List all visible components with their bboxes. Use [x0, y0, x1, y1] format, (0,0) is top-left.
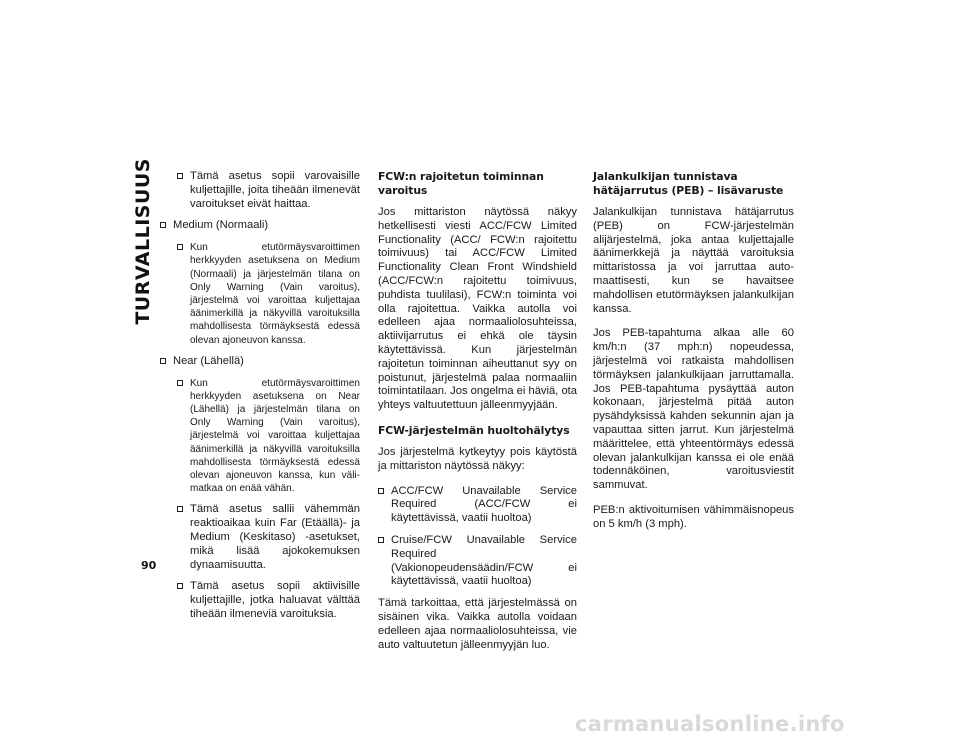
column-right — [593, 170, 794, 543]
list-item: ACC/FCW Unavailable Service Required (ACC/FCW ei käytettävissä, vaatii huoltoa) — [378, 485, 577, 526]
section-heading: FCW-järjestelmän huoltohälytys — [378, 423, 570, 437]
list-item: Tämä asetus sallii vähemmän reaktioaikaa kuin Far (Etäällä)- ja Medium (Keskitaso) -asetukset, mikä lisää ajokokemuksen dynaamisuutta. — [177, 503, 360, 572]
list-item: Kun etutörmäysvaroittimen herkkyyden asetuksena on Medium (Normaali) ja järjestelmän tilana on Only Warning (Vain varoitus), järjestelmä voi varoittaa kuljettajaa äänimerkillä ja näkyvillä varoituksilla mahdollisesta törmäyksestä edessä olevan ajoneuvon kanssa. — [177, 241, 360, 347]
list-item: Kun etutörmäysvaroittimen herkkyyden asetuksena on Near (Lähellä) ja järjestelmän tilana on Only Warning (Vain varoitus), järjestelmä voi varoittaa kuljettajaa äänimerkillä ja näkyvillä varoituksilla mahdollisesta törmäyksestä edessä olevan ajoneuvon kanssa, kun välimatkaa on enää vähän. — [177, 377, 360, 496]
watermark-text: carmanualsonline.info — [575, 712, 845, 736]
paragraph: Jos järjestelmä kytkeytyy pois käytöstä ja mittariston näytössä näkyy: — [378, 445, 577, 472]
section-heading: Jalankulkijan tunnistava hätäjarrutus (PEB) – lisävaruste — [593, 170, 784, 197]
paragraph: Jos PEB-tapahtuma alkaa alle 60 km/h:n (37 mph:n) nopeudessa, järjestelmä voi ratkaista mahdollisen törmäyksen jalankulkijaan jarruttamalla. Jos PEB-tapahtuma pysäyttää auton kokonaan, järjestelmä pitää auton pysähdyksissä kahden sekunnin ajan ja vapauttaa sitten jarrut. Kun järjestelmä määrittelee, että yhteentörmäys edessä olevan jalankulkijan kanssa ei ole enää todennäköinen, varoitusviestit sammuvat. — [593, 327, 794, 492]
column-left — [160, 170, 360, 630]
page-number: 90 — [141, 559, 157, 572]
checkbox-bullet-icon — [177, 380, 183, 386]
checkbox-bullet-icon — [160, 358, 166, 364]
checkbox-bullet-icon — [177, 244, 183, 250]
paragraph: PEB:n aktivoitumisen vähimmäisnopeus on 5 km/h (3 mph). — [593, 503, 794, 530]
paragraph: Jos mittariston näytössä näkyy hetkellisesti viesti ACC/FCW Limited Functionality (ACC/ FCW:n rajoitettu toimivuus) tai ACC/FCW Limited Functionality Clean Front Windshield (ACC/FCW:n rajoitettu toimivuus, puhdista tuulilasi), FCW:n toiminta voi olla rajoitettua. Vaikka autolla voi edelleen ajaa normaaliolosuhteissa, aktiivijarrutus ei ehkä ole täysin käytettävissä. Kun järjestelmän rajoitetun toiminnan aiheuttanut syy on poistunut, järjestelmä palaa normaaliin toimintatilaan. Jos ongelma ei häviä, ota yhteys valtuutettuun jälleenmyyjään. — [378, 206, 578, 412]
list-item: Tämä asetus sopii aktiivisille kuljettajille, jotka haluavat välttää tiheään ilmeneviä varoituksia. — [177, 580, 360, 621]
section-heading: FCW:n rajoitetun toiminnan varoitus — [378, 170, 544, 197]
checkbox-bullet-icon — [177, 173, 183, 179]
checkbox-bullet-icon — [177, 583, 183, 589]
section-side-tab: TURVALLISUUS — [132, 158, 154, 325]
checkbox-bullet-icon — [378, 537, 384, 543]
list-item: Cruise/FCW Unavailable Service Required (Vakionopeudensäädin/FCW ei käytettävissä, vaatii huoltoa) — [378, 534, 577, 589]
paragraph: Jalankulkijan tunnistava hätäjarrutus (PEB) on FCW-järjestelmän alijärjestelmä, joka antaa kuljettajalle äänimerkkejä ja näyttää varoituksia mittaristossa ja voi jarruttaa automaattisesti, kun se havaitsee mahdollisen etutörmäyksen jalankulkijan kanssa. — [593, 206, 794, 315]
checkbox-bullet-icon — [378, 488, 384, 494]
list-item-near: Near (Lähellä) — [160, 355, 360, 369]
list-item: Tämä asetus sopii varovaisille kuljettajille, joita tiheään ilmenevät varoitukset eivät haittaa. — [177, 170, 360, 211]
checkbox-bullet-icon — [160, 222, 166, 228]
column-middle — [378, 170, 577, 663]
checkbox-bullet-icon — [177, 506, 183, 512]
paragraph: Tämä tarkoittaa, että järjestelmässä on sisäinen vika. Vaikka autolla voidaan edelleen ajaa normaaliolosuhteissa, vie auto valtuutetun jälleenmyyjän luo. — [378, 597, 577, 651]
list-item-medium: Medium (Normaali) — [160, 219, 360, 233]
